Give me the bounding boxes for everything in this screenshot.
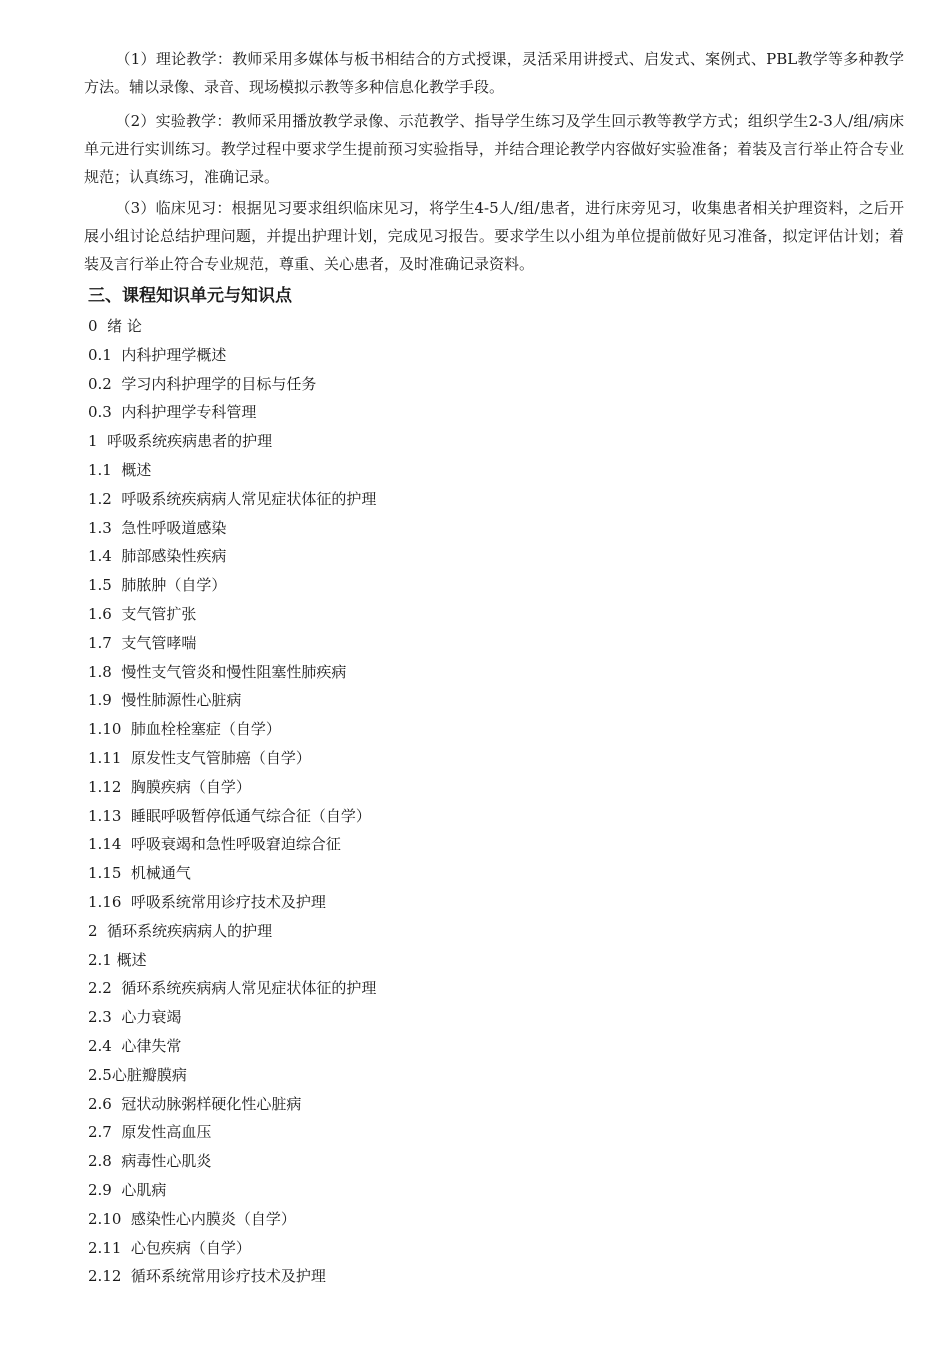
outline-item: 1.3 急性呼吸道感染	[88, 518, 227, 537]
outline-item: 0.2 学习内科护理学的目标与任务	[88, 374, 317, 393]
outline-item: 1.8 慢性支气管炎和慢性阻塞性肺疾病	[88, 662, 347, 681]
outline-item: 0 绪 论	[88, 317, 142, 335]
outline-item: 2.4 心律失常	[88, 1036, 182, 1055]
outline-item: 1.2 呼吸系统疾病病人常见症状体征的护理	[88, 489, 377, 508]
section-heading: 三、课程知识单元与知识点	[88, 286, 292, 306]
outline-item: 1.4 肺部感染性疾病	[88, 547, 227, 566]
outline-item: 2.6 冠状动脉粥样硬化性心脏病	[88, 1094, 302, 1113]
outline-item: 2.11 心包疾病（自学）	[88, 1238, 251, 1257]
outline-item: 2.1 概述	[88, 950, 147, 969]
outline-item: 1.15 机械通气	[88, 864, 191, 883]
teaching-method-lab-paragraph: （2）实验教学：教师采用播放教学录像、示范教学、指导学生练习及学生回示教等教学方式；组织学生2-3人/组/病床单元进行实训练习。教学过程中要求学生提前预习实验指导，并结合理论教学内容做好实验准备；着装及言行举止符合专业规范；认真练习，准确记录。	[84, 112, 904, 186]
outline-item: 2.2 循环系统疾病病人常见症状体征的护理	[88, 979, 377, 998]
outline-item: 1 呼吸系统疾病患者的护理	[88, 432, 273, 451]
outline-item: 1.16 呼吸系统常用诊疗技术及护理	[88, 892, 326, 911]
outline-item: 2.3 心力衰竭	[88, 1008, 182, 1027]
teaching-method-theory-paragraph: （1）理论教学：教师采用多媒体与板书相结合的方式授课，灵活采用讲授式、启发式、案例式、PBL教学等多种教学方法。辅以录像、录音、现场模拟示教等多种信息化教学手段。	[84, 50, 904, 96]
teaching-method-clinical-paragraph: （3）临床见习：根据见习要求组织临床见习，将学生4-5人/组/患者，进行床旁见习，收集患者相关护理资料，之后开展小组讨论总结护理问题，并提出护理计划，完成见习报告。要求学生以小组为单位提前做好见习准备，拟定评估计划；着装及言行举止符合专业规范，尊重、关心患者，及时准确记录资料。	[84, 199, 904, 273]
outline-item: 1.9 慢性肺源性心脏病	[88, 691, 242, 710]
outline-item: 1.11 原发性支气管肺癌（自学）	[88, 748, 311, 767]
outline-item: 1.14 呼吸衰竭和急性呼吸窘迫综合征	[88, 835, 341, 854]
outline-item: 1.10 肺血栓栓塞症（自学）	[88, 720, 281, 739]
outline-item: 2.12 循环系统常用诊疗技术及护理	[88, 1267, 326, 1286]
outline-item: 1.12 胸膜疾病（自学）	[88, 777, 251, 796]
outline-item: 2.9 心肌病	[88, 1180, 167, 1199]
outline-item: 2.8 病毒性心肌炎	[88, 1152, 212, 1171]
outline-item: 2.5心脏瓣膜病	[88, 1065, 187, 1084]
outline-item: 1.13 睡眠呼吸暂停低通气综合征（自学）	[88, 806, 371, 825]
outline-item: 1.1 概述	[88, 460, 152, 479]
outline-item: 0.1 内科护理学概述	[88, 345, 227, 364]
outline-item: 2 循环系统疾病病人的护理	[88, 921, 273, 940]
outline-item: 1.5 肺脓肿（自学）	[88, 576, 227, 595]
knowledge-unit-outline	[88, 312, 376, 1291]
outline-item: 2.7 原发性高血压	[88, 1123, 212, 1142]
outline-item: 1.6 支气管扩张	[88, 604, 197, 623]
outline-item: 0.3 内科护理学专科管理	[88, 403, 257, 422]
outline-item: 2.10 感染性心内膜炎（自学）	[88, 1209, 296, 1228]
outline-item: 1.7 支气管哮喘	[88, 633, 197, 652]
